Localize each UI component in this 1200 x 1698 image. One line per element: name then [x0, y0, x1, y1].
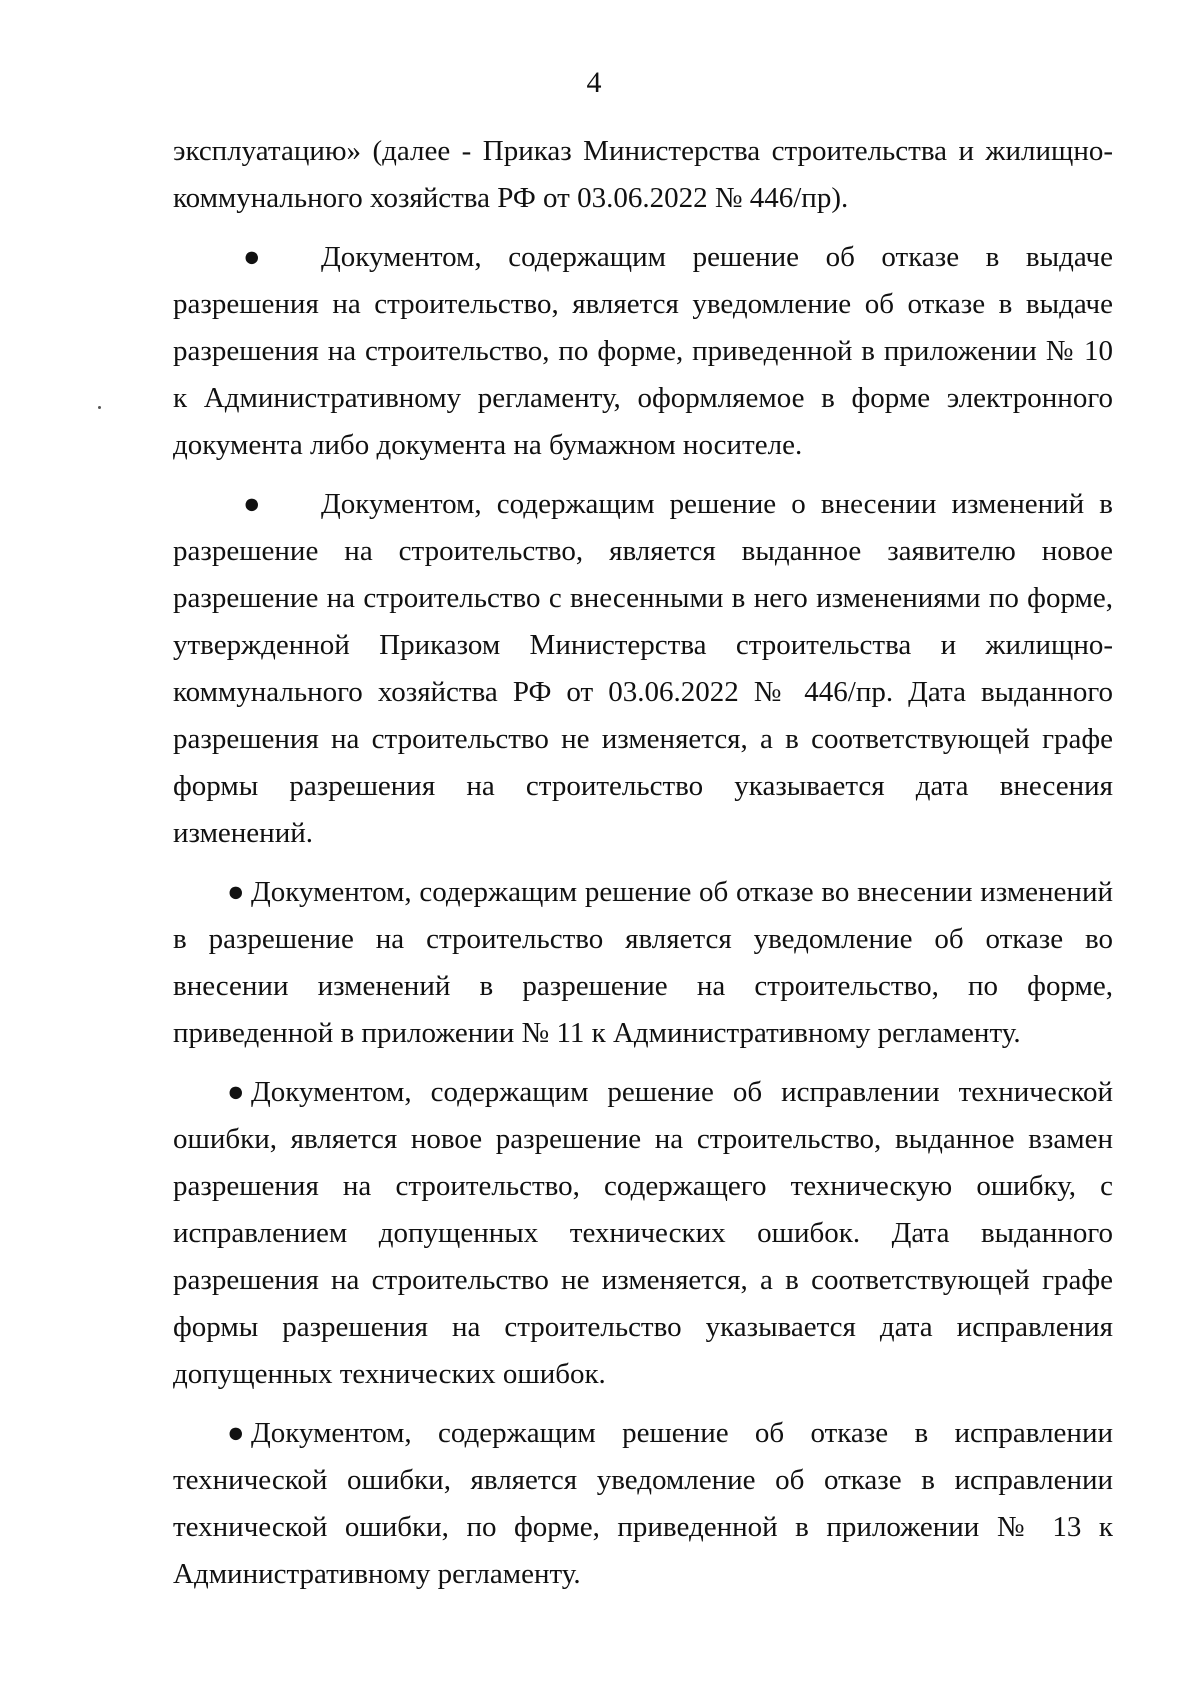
paragraph-text: Документом, содержащим решение об отказе во внесении изменений в разрешение на строительство является уведомление об отказе во внесении изменений в разрешение на строительство, по форме, приведенной в приложении № 11 к Административному регламенту.	[173, 876, 1113, 1049]
paragraph-text: Документом, содержащим решение об отказе в исправлении технической ошибки, является уведомление об отказе в исправлении технической ошибки, по форме, приведенной в приложении № 13 к Административному регламенту.	[173, 1417, 1113, 1590]
bullet-paragraph-amendment-permit	[173, 481, 1113, 857]
bullet-paragraph-error-correction	[173, 1069, 1113, 1398]
bullet-paragraph-refusal-amendment	[173, 869, 1113, 1057]
paragraph-text: Документом, содержащим решение об отказе в выдаче разрешения на строительство, является уведомление об отказе в выдаче разрешения на строительство, по форме, приведенной в приложении № 10 к Административному регламенту, оформляемое в форме электронного документа либо документа на бумажном носителе.	[173, 241, 1113, 461]
paragraph-text: Документом, содержащим решение о внесении изменений в разрешение на строительство, является выданное заявителю новое разрешение на строительство с внесенными в него изменениями по форме, утвержденной Приказом Министерства строительства и жилищно-коммунального хозяйства РФ от 03.06.2022 № 446/пр. Дата выданного разрешения на строительство не изменяется, а в соответствующей графе формы разрешения на строительство указывается дата внесения изменений.	[173, 488, 1113, 849]
bullet-icon: ●	[243, 488, 261, 520]
bullet-icon: ●	[227, 876, 245, 908]
scan-artifact-dot	[98, 406, 101, 409]
bullet-icon: ●	[227, 1076, 245, 1108]
paragraph-text: Документом, содержащим решение об исправлении технической ошибки, является новое разрешение на строительство, выданное взамен разрешения на строительство, содержащего техническую ошибку, с исправлением допущенных технических ошибок. Дата выданного разрешения на строительство не изменяется, а в соответствующей графе формы разрешения на строительство указывается дата исправления допущенных технических ошибок.	[173, 1076, 1113, 1390]
page-number: 4	[586, 66, 602, 99]
bullet-paragraph-refusal-permit	[173, 234, 1113, 469]
bullet-icon: ●	[227, 1417, 245, 1449]
document-body	[173, 128, 1113, 1610]
bullet-paragraph-refusal-error-correction	[173, 1410, 1113, 1598]
paragraph-continuation	[173, 128, 1113, 222]
paragraph-text: эксплуатацию» (далее - Приказ Министерства строительства и жилищно-коммунального хозяйства РФ от 03.06.2022 № 446/пр).	[173, 135, 1113, 214]
bullet-icon: ●	[243, 241, 261, 273]
